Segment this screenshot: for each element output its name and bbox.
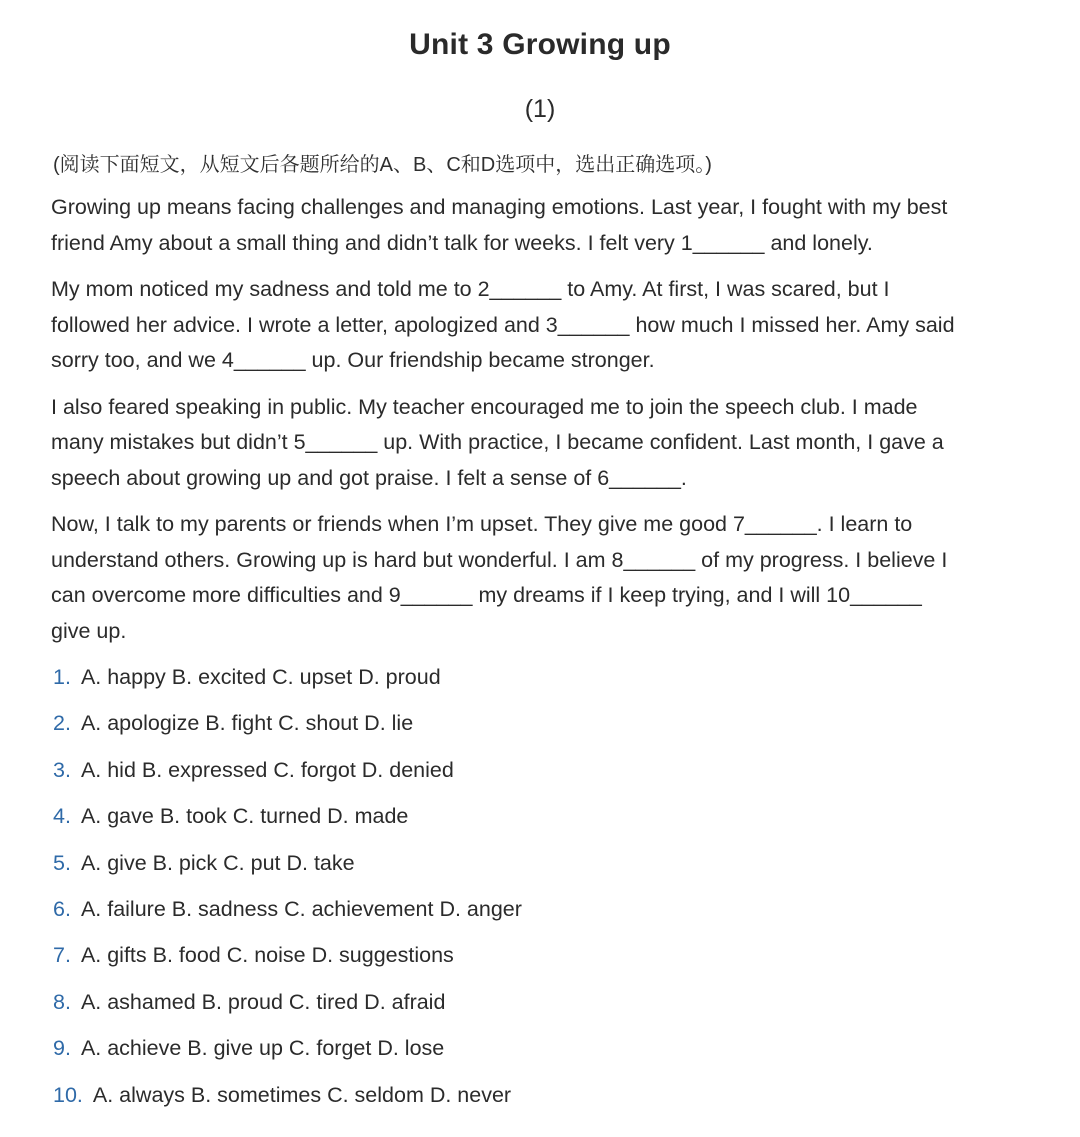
passage-line: friend Amy about a small thing and didn’t talk for weeks. I felt very 1______ and lonely. [51, 230, 873, 255]
passage-line: Growing up means facing challenges and managing emotions. Last year, I fought with my best [51, 195, 948, 219]
option-text: A. gave B. took C. turned D. made [80, 804, 409, 829]
option-number: 4. [53, 804, 71, 829]
section-number: (1) [524, 95, 556, 123]
option-item [53, 1076, 1033, 1122]
passage-paragraph-4 [51, 507, 1036, 649]
option-text: A. achieve B. give up C. forget D. lose [80, 1036, 445, 1061]
option-number: 1. [53, 665, 71, 689]
instruction-text: (阅读下面短文，从短文后各题所给的A、B、C和D选项中，选出正确选项。) [53, 154, 712, 176]
option-text: A. give B. pick C. put D. take [80, 850, 355, 875]
option-number: 3. [53, 757, 71, 782]
passage-line: speech about growing up and got praise. I felt a sense of 6______. [51, 465, 687, 490]
option-item [53, 890, 1033, 936]
answer-options-list [53, 658, 1033, 1122]
option-text: A. gifts B. food C. noise D. suggestions [80, 943, 454, 968]
option-text: A. always B. sometimes C. seldom D. never [92, 1082, 512, 1107]
option-item [53, 658, 1033, 704]
option-number: 5. [53, 850, 71, 875]
passage-line: can overcome more difficulties and 9______ my dreams if I keep trying, and I will 10______ [51, 583, 922, 607]
reading-passage [51, 190, 1036, 660]
option-item [53, 797, 1033, 843]
option-text: A. hid B. expressed C. forgot D. denied [80, 757, 454, 782]
option-text: A. apologize B. fight C. shout D. lie [80, 711, 414, 736]
option-text: A. happy B. excited C. upset D. proud [80, 665, 441, 689]
option-number: 2. [53, 711, 71, 736]
passage-line: give up. [51, 618, 127, 643]
passage-line: followed her advice. I wrote a letter, apologized and 3______ how much I missed her. Amy said [51, 312, 955, 337]
option-item [53, 983, 1033, 1029]
page-title: Unit 3 Growing up [409, 28, 671, 61]
option-text: A. ashamed B. proud C. tired D. afraid [80, 989, 446, 1014]
option-number: 10. [53, 1082, 83, 1107]
option-item [53, 704, 1033, 750]
passage-paragraph-3 [51, 390, 1036, 497]
option-item [53, 1029, 1033, 1075]
option-number: 6. [53, 896, 71, 921]
passage-line: understand others. Growing up is hard but wonderful. I am 8______ of my progress. I believe I [51, 547, 948, 572]
option-number: 7. [53, 943, 71, 968]
option-number: 9. [53, 1036, 71, 1061]
passage-line: Now, I talk to my parents or friends when I’m upset. They give me good 7______. I learn to [51, 512, 913, 536]
passage-paragraph-1 [51, 190, 1036, 261]
option-text: A. failure B. sadness C. achievement D. anger [80, 896, 522, 921]
passage-line: I also feared speaking in public. My teacher encouraged me to join the speech club. I made [51, 394, 918, 419]
option-number: 8. [53, 989, 71, 1014]
passage-line: My mom noticed my sadness and told me to 2______ to Amy. At first, I was scared, but I [51, 277, 890, 301]
option-item [53, 751, 1033, 797]
option-item [53, 936, 1033, 982]
passage-line: sorry too, and we 4______ up. Our friendship became stronger. [51, 348, 655, 372]
option-item [53, 844, 1033, 890]
passage-paragraph-2 [51, 272, 1036, 379]
passage-line: many mistakes but didn’t 5______ up. With practice, I became confident. Last month, I gave a [51, 430, 944, 454]
